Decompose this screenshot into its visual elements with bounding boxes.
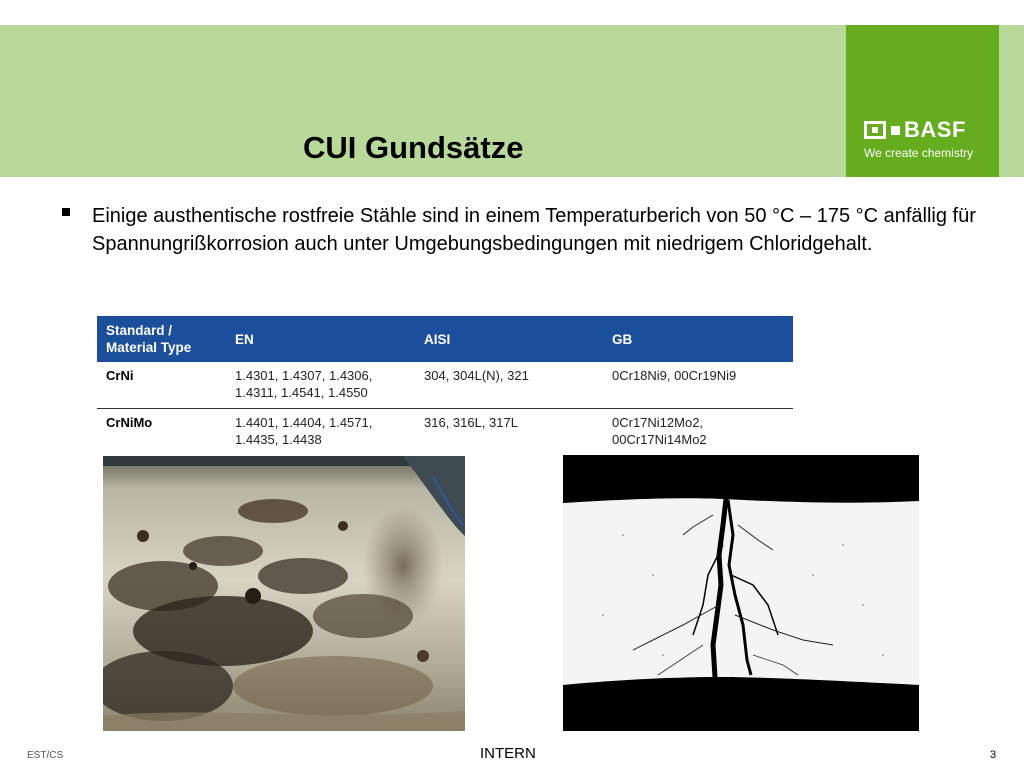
- basf-logo-dot: [891, 126, 900, 135]
- cell-aisi: 304, 304L(N), 321: [415, 362, 603, 408]
- bullet-list: [62, 202, 992, 258]
- header-en: EN: [226, 316, 415, 362]
- steel-grade-table: [97, 316, 793, 453]
- page-number: 3: [990, 749, 997, 761]
- basf-tagline: We create chemistry: [864, 146, 974, 160]
- basf-wordmark: BASF: [904, 117, 966, 142]
- footer-department: EST/CS: [27, 750, 64, 761]
- stress-corrosion-crack-micrograph: [563, 455, 919, 731]
- basf-logo-icon: [864, 121, 886, 139]
- cell-type: CrNi: [97, 362, 226, 408]
- footer-classification: INTERN: [480, 745, 536, 762]
- header-aisi: AISI: [415, 316, 603, 362]
- cell-gb: 0Cr18Ni9, 00Cr19Ni9: [603, 362, 793, 408]
- table-row: [97, 362, 793, 408]
- bullet-text: Einige austhentische rostfreie Stähle sind in einem Temperaturberich von 50 °C – 175 °C anfällig für Spannungrißkorrosion auch unter Umgebungsbedingungen mit niedrigem Chloridgehalt.: [92, 205, 976, 255]
- cell-type: CrNiMo: [106, 414, 153, 430]
- header-standard: Standard / Material Type: [97, 316, 226, 362]
- header-gb: GB: [603, 316, 793, 362]
- cell-en: 1.4401, 1.4404, 1.4571, 1.4435, 1.4438: [235, 414, 373, 447]
- basf-logo: [846, 25, 999, 177]
- slide-title: CUI Gundsätze: [303, 130, 524, 165]
- table-row: [97, 408, 793, 453]
- corroded-pipe-photo: [103, 456, 465, 731]
- cell-aisi: 316, 316L, 317L: [424, 414, 518, 430]
- square-bullet-icon: [62, 208, 70, 216]
- cell-gb: 0Cr17Ni12Mo2, 00Cr17Ni14Mo2: [612, 414, 707, 447]
- table-header-row: [97, 316, 793, 362]
- cell-en: 1.4301, 1.4307, 1.4306, 1.4311, 1.4541, 1.4550: [226, 362, 415, 408]
